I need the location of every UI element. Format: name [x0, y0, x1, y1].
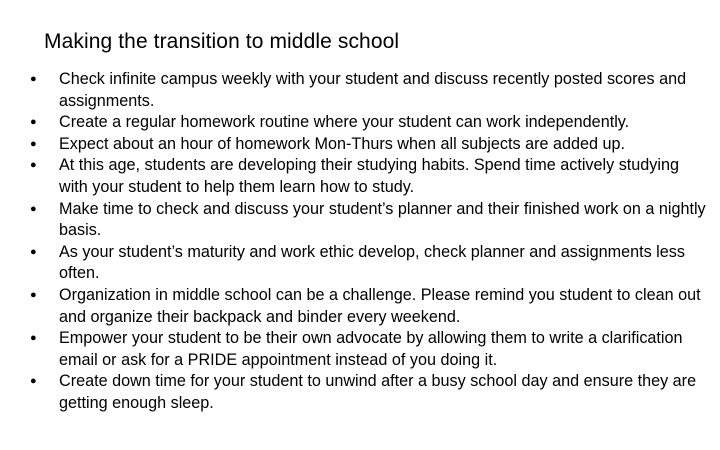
list-item	[28, 328, 708, 371]
bullet-icon: ●	[30, 245, 37, 258]
list-item	[28, 112, 708, 134]
list-item	[28, 242, 708, 285]
bullet-icon: ●	[30, 375, 37, 388]
list-item-text: As your student’s maturity and work ethic develop, check planner and assignments less often.	[59, 242, 685, 283]
list-item-text: Check infinite campus weekly with your student and discuss recently posted scores and assignments.	[59, 70, 687, 110]
bullet-icon: ●	[30, 288, 37, 301]
bullet-icon: ●	[30, 332, 37, 345]
bullet-icon: ●	[30, 73, 37, 85]
list-item-text: Create a regular homework routine where your student can work independently.	[59, 113, 630, 132]
list-item	[28, 371, 708, 414]
tips-list	[28, 69, 708, 415]
list-item-text: Make time to check and discuss your student’s planner and their finished work on a nightly basis.	[59, 199, 706, 240]
bullet-icon: ●	[30, 137, 37, 150]
bullet-icon: ●	[30, 116, 37, 129]
bullet-icon: ●	[30, 159, 37, 172]
bullet-icon: ●	[30, 202, 37, 215]
list-item	[28, 155, 708, 198]
list-item	[28, 134, 708, 156]
list-item	[28, 285, 708, 328]
list-item	[28, 199, 708, 242]
list-item-text: Expect about an hour of homework Mon-Thurs when all subjects are added up.	[59, 134, 625, 153]
page-title: Making the transition to middle school	[44, 30, 400, 53]
list-item-text: Empower your student to be their own advocate by allowing them to write a clarification email or ask for a PRIDE appointment instead of you doing it.	[59, 329, 683, 369]
list-item-text: Organization in middle school can be a challenge. Please remind you student to clean out and organize their backpack and binder every weekend.	[59, 285, 701, 326]
list-item-text: At this age, students are developing their studying habits. Spend time actively studying with your student to help them learn how to study.	[59, 156, 679, 196]
list-item	[28, 69, 708, 112]
list-item-text: Create down time for your student to unwind after a busy school day and ensure they are getting enough sleep.	[59, 372, 697, 412]
